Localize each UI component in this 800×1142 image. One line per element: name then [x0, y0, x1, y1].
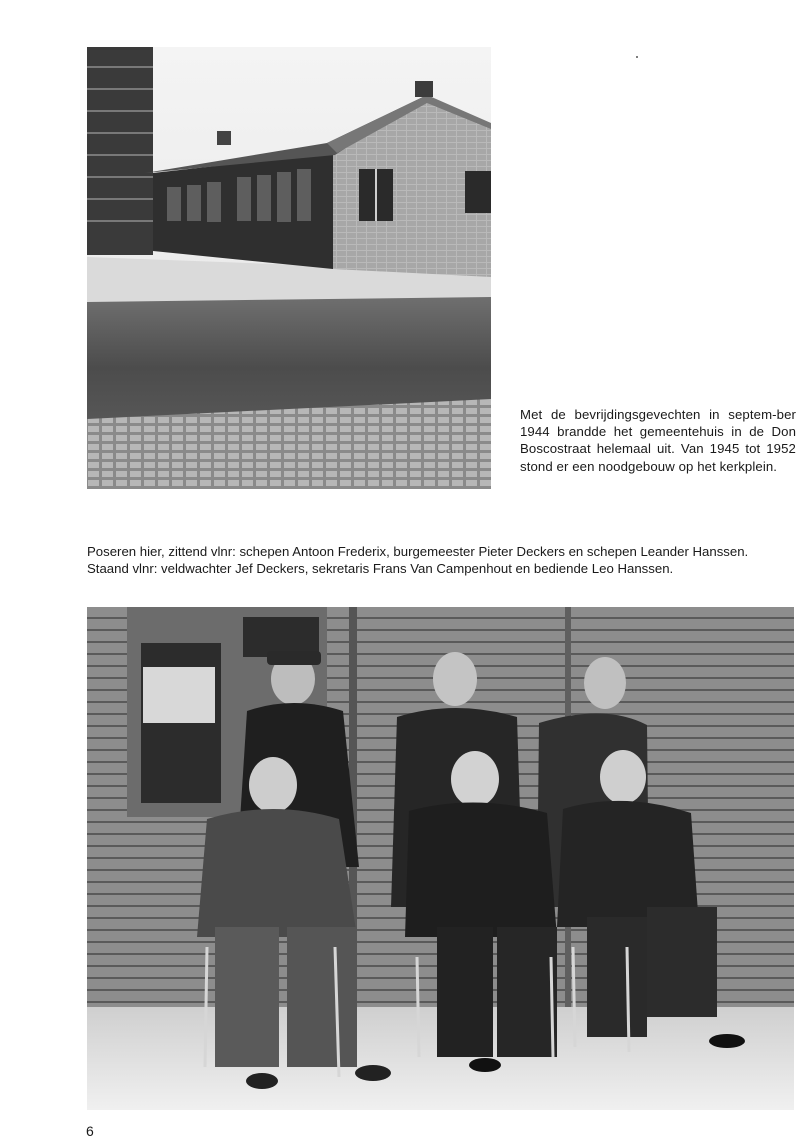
bottom-photo-caption — [87, 543, 797, 577]
barrack-photo-illustration — [87, 47, 491, 489]
group-portrait-illustration — [87, 607, 794, 1110]
page-number: 6 — [86, 1123, 94, 1139]
caption-seated-line: Poseren hier, zittend vlnr: schepen Antoon Frederix, burgemeester Pieter Deckers en schepen Leander Hanssen. — [87, 544, 749, 559]
photo-council-group-portrait — [87, 607, 794, 1110]
top-photo-caption: Met de bevrijdingsgevechten in septem-ber 1944 brandde het gemeentehuis in de Don Boscostraat helemaal uit. Van 1945 tot 1952 stond er een noodgebouw op het kerkplein. — [520, 407, 796, 474]
photo-temporary-town-hall — [87, 47, 491, 489]
caption-standing-line: Staand vlnr: veldwachter Jef Deckers, sekretaris Frans Van Campenhout en bediende Leo Hanssen. — [87, 561, 674, 576]
print-speck — [636, 56, 638, 58]
